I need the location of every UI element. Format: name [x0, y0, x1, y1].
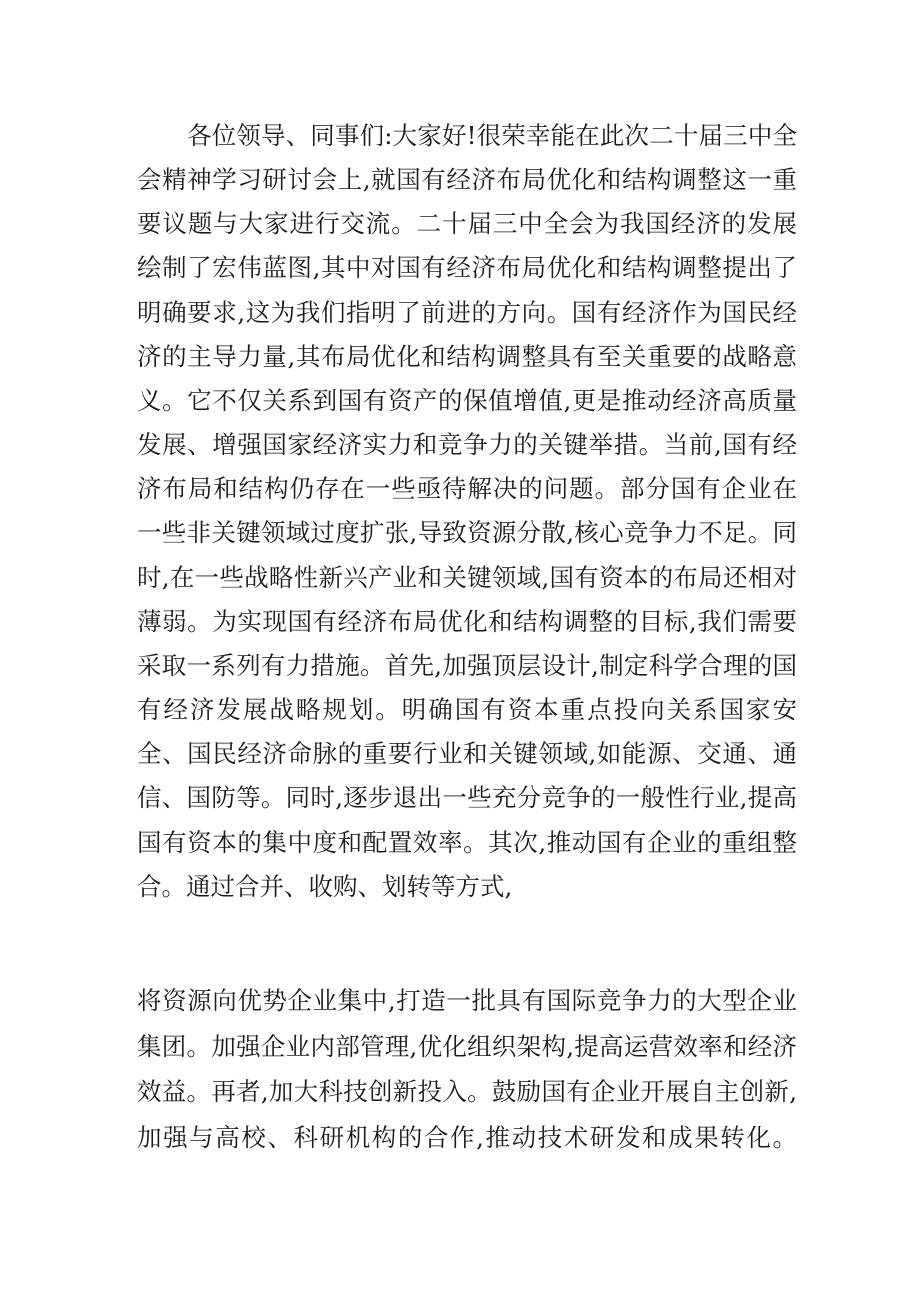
body-paragraph-1: 各位领导、同事们:大家好!很荣幸能在此次二十届三中全会精神学习研讨会上,就国有经济布局优化和结构调整这一重要议题与大家进行交流。二十届三中全会为我国经济的发展绘制了宏伟蓝图,其中对国有经济布局优化和结构调整提出了明确要求,这为我们指明了前进的方向。国有经济作为国民经济的主导力量,其布局优化和结构调整具有至关重要的战略意义。它不仅关系到国有资产的保值增值,更是推动经济高质量发展、增强国家经济实力和竞争力的关键举措。当前,国有经济布局和结构仍存在一些亟待解决的问题。部分国有企业在一些非关键领域过度扩张,导致资源分散,核心竞争力不足。同时,在一些战略性新兴产业和关键领域,国有资本的布局还相对薄弱。为实现国有经济布局优化和结构调整的目标,我们需要采取一系列有力措施。首先,加强顶层设计,制定科学合理的国有经济发展战略规划。明确国有资本重点投向关系国家安全、国民经济命脉的重要行业和关键领域,如能源、交通、通信、国防等。同时,逐步退出一些充分竞争的一般性行业,提高国有资本的集中度和配置效率。其次,推动国有企业的重组整合。通过合并、收购、划转等方式,: [137, 121, 797, 901]
body-paragraph-2: 将资源向优势企业集中,打造一批具有国际竞争力的大型企业集团。加强企业内部管理,优化组织架构,提高运营效率和经济效益。再者,加大科技创新投入。鼓励国有企业开展自主创新,加强与高校、科研机构的合作,推动技术研发和成果转化。: [137, 986, 797, 1152]
